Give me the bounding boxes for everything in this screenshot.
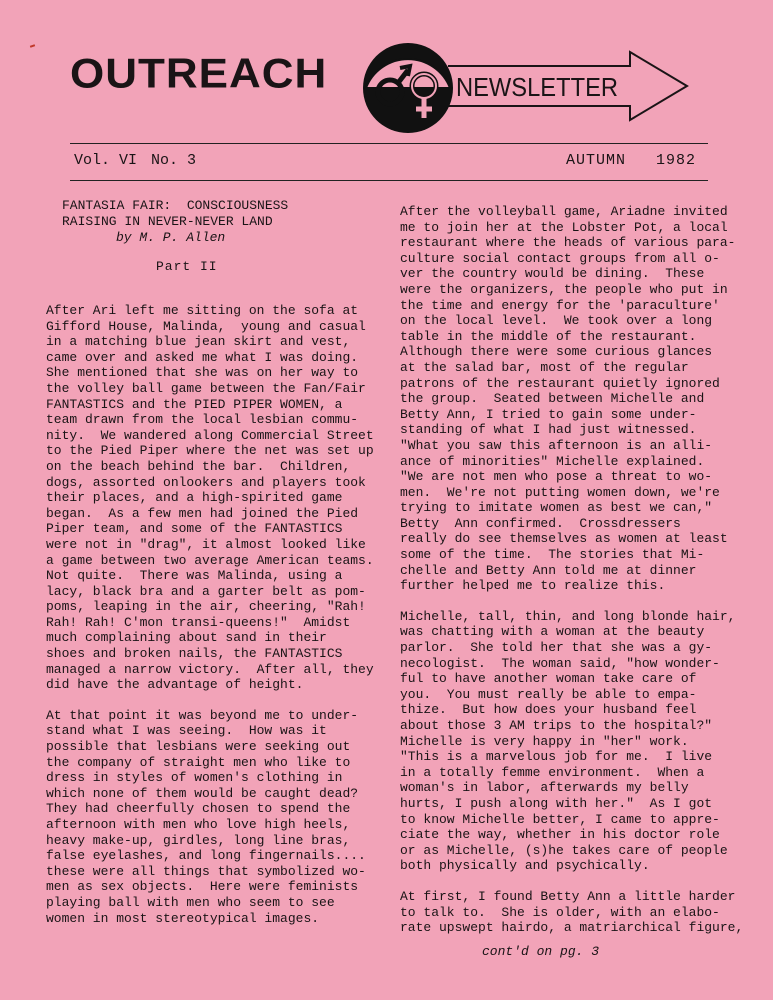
right-paragraph-2: Michelle, tall, thin, and long blonde hair, was chatting with a woman at the beauty parlor. She told her that she was a gy- necologist. The woman said, "how wonder- ful to have another woman take care of you. You must really be able to empa- thize. But how does your husband feel about those 3 AM trips to the hospital?" Michelle is very happy in "her" work. "This is a marvelous job for me. I live in a totally femme environment. When a woman's in labor, afterwards my belly hurts, I push along with her." As I got to know Michelle better, I came to appre- ciate the way, whether in his doctor role or as Michelle, (s)he takes care of people both physically and psychically. <box>400 608 736 874</box>
article-title-line-1: FANTASIA FAIR: CONSCIOUSNESS <box>62 198 289 213</box>
season: AUTUMN <box>565 152 626 169</box>
left-paragraph-1: After Ari left me sitting on the sofa at Gifford House, Malinda, young and casual in a matching blue jean skirt and vest, came over and asked me what I was doing. She mentioned that she was on her way to the volley ball game between the Fan/Fair FANTASTICS and the PIED PIPER WOMEN, a team drawn from the local lesbian commu- nity. We wandered along Commercial Street to the Pied Piper where the net was set up on the beach behind the bar. Children, dogs, assorted onlookers and players took their places, and a high-spirited game began. As a few men had joined the Pied Piper team, and some of the FANTASTICS were not in "drag", it almost looked like a game between two average American teams. Not quite. There was Malinda, using a lacy, black bra and a garter belt as pom- poms, leaping in the air, cheering, "Rah! Rah! Rah! C'mon transi-queens!" Amidst much complaining about sand in their shoes and broken nails, the FANTASTICS managed a narrow victory. After all, they did have the advantage of height. <box>46 303 374 693</box>
ink-speck <box>30 44 35 48</box>
issue-number: No. 3 <box>151 152 197 169</box>
top-rule <box>70 143 708 144</box>
byline: by M. P. Allen <box>116 230 226 245</box>
volume: Vol. VI <box>74 152 138 169</box>
left-paragraph-2: At that point it was beyond me to under- stand what I was seeing. How was it possible that lesbians were seeking out the company of straight men who like to dress in styles of women's clothing in which none of them would be caught dead? They had cheerfully chosen to spend the afternoon with men who love high heels, heavy make-up, girdles, long line bras, false eyelashes, and long fingernails.... these were all things that symbolized wo- men as sex objects. Here were feminists playing ball with men who seem to see women in most stereotypical images. <box>46 707 366 926</box>
continued-note: cont'd on pg. 3 <box>482 944 600 959</box>
right-paragraph-3: At first, I found Betty Ann a little harder to talk to. She is older, with an elabo- rate upswept hairdo, a matriarchical figure, <box>400 888 744 936</box>
logo-label: NEWSLETTER <box>456 72 618 102</box>
year: 1982 <box>655 152 696 169</box>
issue-date <box>566 152 696 170</box>
part-heading: Part II <box>156 259 218 274</box>
right-paragraph-1: After the volleyball game, Ariadne invited me to join her at the Lobster Pot, a local restaurant where the heads of various para- culture social contact groups from all o- ver the country would be dining. These were the organizers, the people who put in the time and energy for the 'paraculture' on the local level. We took over a long table in the middle of the restaurant. Although there were some curious glances at the salad bar, most of the regular patrons of the restaurant quietly ignored the group. Seated between Michelle and Betty Ann, I tried to gain some under- standing of what I had just witnessed. "What you saw this afternoon is an alli- ance of minorities" Michelle explained. "We are not men who pose a threat to wo- men. We're not putting women down, we're trying to imitate women as best we can," Betty Ann confirmed. Crossdressers really do see themselves as women at least some of the time. The stories that Mi- chelle and Betty Ann told me at dinner further helped me to realize this. <box>400 204 736 594</box>
right-column <box>400 204 743 936</box>
issue-info <box>74 152 704 170</box>
masthead-title: OUTREACH <box>70 50 328 97</box>
article-title-line-2: RAISING IN NEVER-NEVER LAND <box>62 214 273 229</box>
newsletter-logo <box>360 38 695 133</box>
article-header <box>62 198 288 246</box>
bottom-rule <box>70 180 708 181</box>
left-column <box>46 303 374 926</box>
